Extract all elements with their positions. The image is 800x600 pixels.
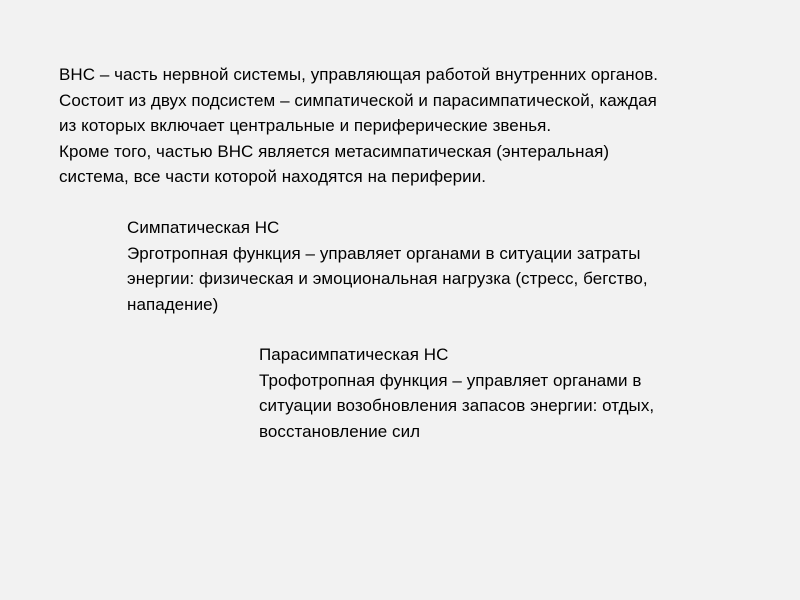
parasympathetic-line: восстановление сил: [259, 421, 421, 441]
parasympathetic-line: ситуации возобновления запасов энергии: отдых,: [259, 396, 655, 415]
sympathetic-line: Эрготропная функция – управляет органами в ситуации затраты: [127, 243, 641, 263]
intro-line: ВНС – часть нервной системы, управляющая работой внутренних органов.: [59, 65, 659, 84]
intro-text-block: [59, 62, 658, 190]
intro-line: из которых включает центральные и периферические звенья.: [59, 116, 552, 135]
intro-line: система, все части которой находятся на периферии.: [59, 167, 487, 186]
sympathetic-heading: Симпатическая НС: [127, 218, 280, 237]
sympathetic-line: энергии: физическая и эмоциональная нагрузка (стресс, бегство,: [127, 269, 648, 288]
parasympathetic-text-block: [259, 342, 654, 444]
sympathetic-line: нападение): [127, 294, 219, 314]
intro-line: Кроме того, частью ВНС является метасимпатическая (энтеральная): [59, 141, 610, 161]
intro-line: Состоит из двух подсистем – симпатической и парасимпатической, каждая: [59, 90, 657, 110]
parasympathetic-line: Трофотропная функция – управляет органами в: [259, 370, 642, 390]
sympathetic-text-block: [127, 215, 648, 317]
parasympathetic-heading: Парасимпатическая НС: [259, 345, 449, 364]
